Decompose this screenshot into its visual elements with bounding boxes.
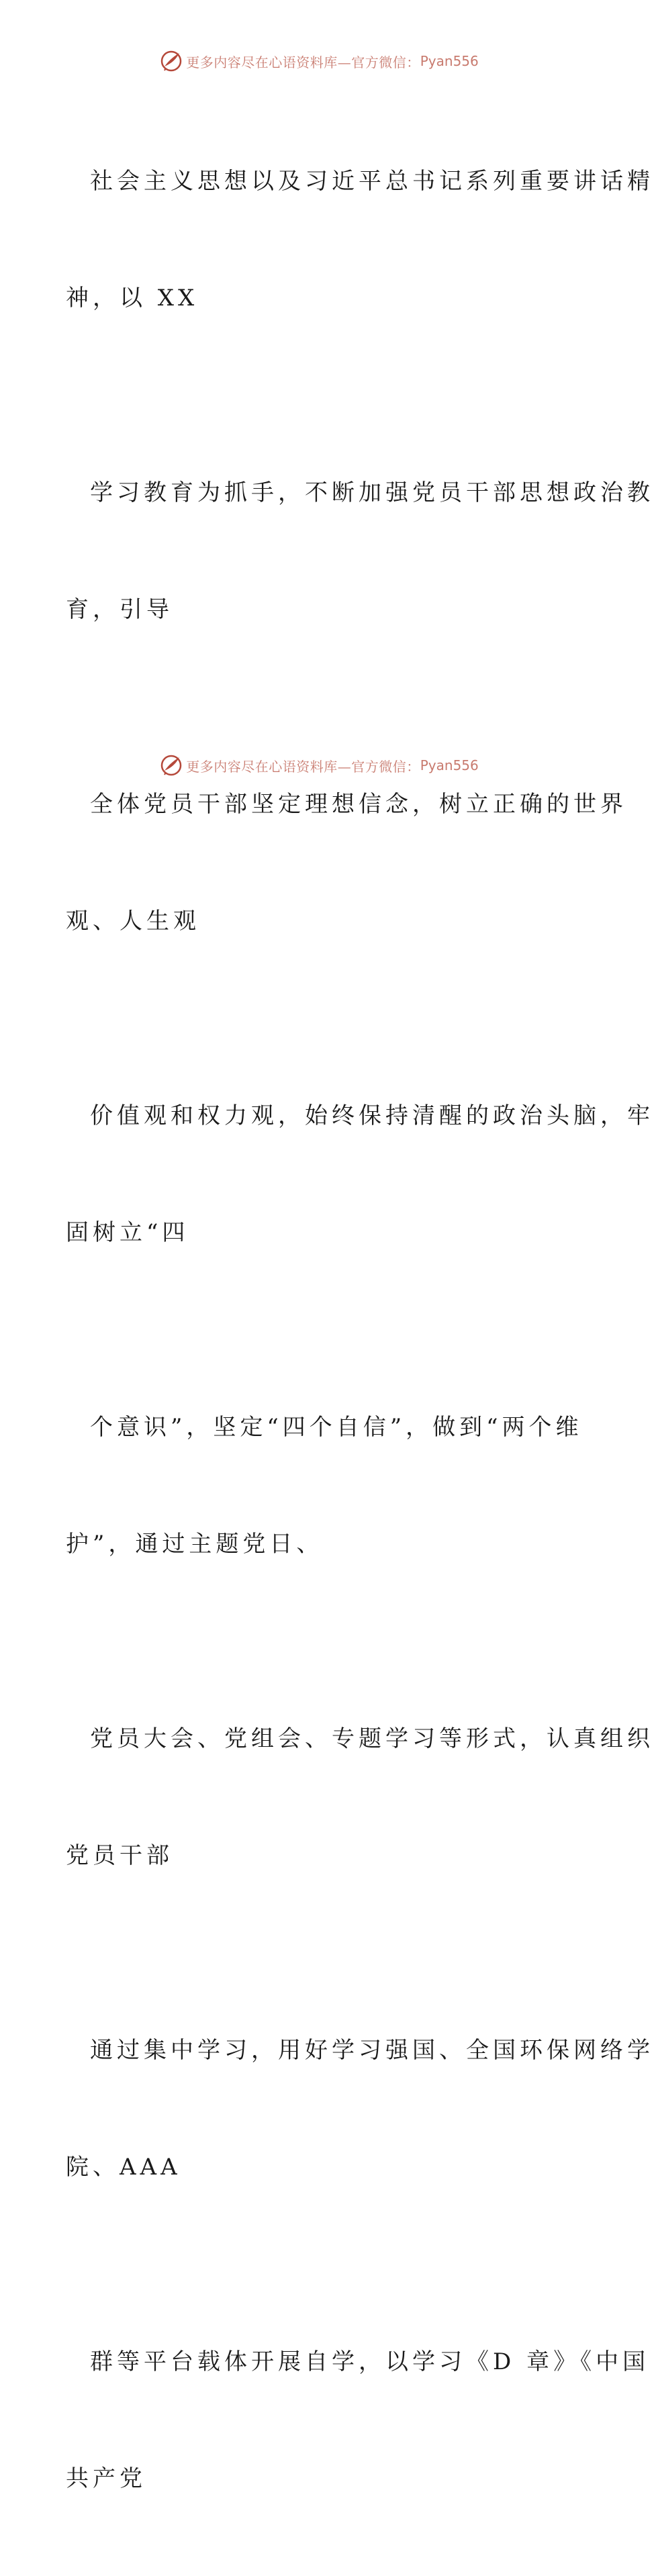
paragraph-line: 价值观和权力观，始终保持清醒的政治头脑，牢 bbox=[90, 1102, 654, 1129]
paragraph-line: 神，以 XX bbox=[66, 285, 199, 312]
watermark-site-text: 更多内容尽在心语资料库—官方微信： bbox=[186, 54, 420, 70]
document-body bbox=[0, 84, 654, 2576]
footer-watermark bbox=[0, 752, 638, 779]
paragraph bbox=[0, 1953, 654, 2264]
paragraph-line: 护”，通过主题党日、 bbox=[66, 1531, 324, 1558]
feather-pen-logo-icon bbox=[159, 49, 183, 73]
paragraph-line: 社会主义思想以及习近平总书记系列重要讲话精 bbox=[90, 168, 654, 195]
paragraph bbox=[0, 395, 654, 707]
paragraph bbox=[0, 1018, 654, 1330]
paragraph-line: 通过集中学习，用好学习强国、全国环保网络学 bbox=[90, 2037, 654, 2064]
header-watermark bbox=[0, 48, 638, 75]
paragraph-line: 全体党员干部坚定理想信念，树立正确的世界 bbox=[90, 791, 627, 818]
paragraph bbox=[0, 1641, 654, 1953]
watermark-site-text: 更多内容尽在心语资料库—官方微信： bbox=[186, 758, 420, 775]
paragraph-line: 院、AAA bbox=[66, 2154, 181, 2181]
paragraph-line: 观、人生观 bbox=[66, 908, 200, 935]
paragraph bbox=[0, 1330, 638, 1641]
paragraph bbox=[0, 2264, 650, 2576]
feather-pen-logo-icon bbox=[159, 753, 183, 777]
paragraph bbox=[0, 84, 654, 395]
paragraph-line: 学习教育为抓手，不断加强党员干部思想政治教 bbox=[90, 479, 654, 506]
paragraph-line: 共产党 bbox=[66, 2465, 146, 2492]
paragraph-line: 个意识”，坚定“四个自信”，做到“两个维 bbox=[90, 1414, 583, 1441]
watermark-contact: Pyan556 bbox=[420, 53, 479, 69]
paragraph-line: 群等平台载体开展自学，以学习《D 章》《中国 bbox=[90, 2348, 650, 2375]
paragraph-line: 育，引导 bbox=[66, 596, 173, 623]
paragraph-line: 党员干部 bbox=[66, 1842, 173, 1869]
paragraph-line: 党员大会、党组会、专题学习等形式，认真组织 bbox=[90, 1725, 654, 1752]
paragraph-line: 固树立“四 bbox=[66, 1219, 189, 1246]
watermark-contact: Pyan556 bbox=[420, 757, 479, 773]
